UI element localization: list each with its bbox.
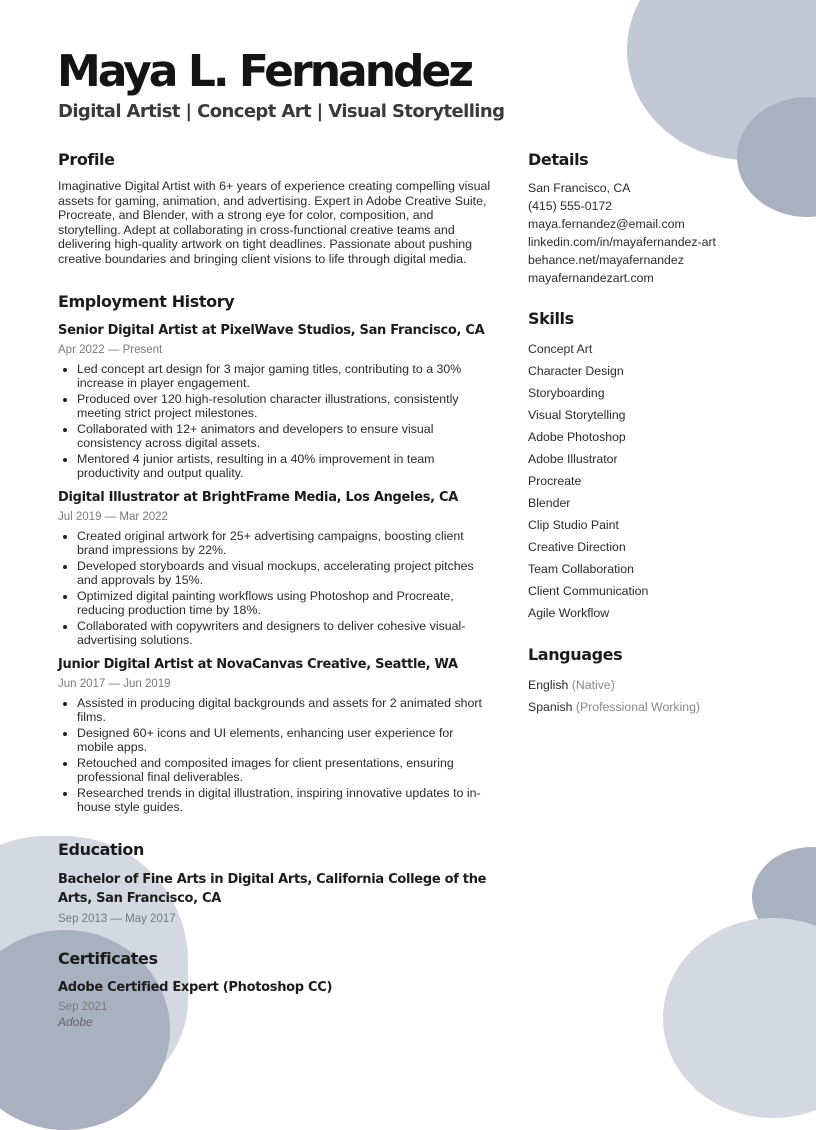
resume-name: Maya L. Fernandez [57, 46, 471, 97]
certificates-heading: Certificates [58, 948, 158, 968]
detail-website[interactable]: mayafernandezart.com [528, 271, 654, 285]
detail-phone: (415) 555-0172 [528, 199, 613, 213]
job-bullet: • Mentored 4 junior artists, resulting in a 40% improvement in team productivity and output quality. [77, 452, 492, 480]
job-title: Senior Digital Artist at PixelWave Studios, San Francisco, CA [58, 322, 485, 338]
education-degree: Bachelor of Fine Arts in Digital Arts, California College of the Arts, San Francisco, CA [58, 871, 487, 907]
language-level: (Native) [571, 678, 615, 692]
job-bullet: • Retouched and composited images for client presentations, ensuring professional final deliverables. [77, 756, 492, 784]
skill-item: Agile Workflow [528, 606, 610, 620]
skill-item: Adobe Photoshop [528, 430, 626, 444]
sidebar-column [528, 150, 768, 718]
profile-section [58, 150, 492, 267]
job-entry [58, 322, 492, 480]
certificate-issuer: Adobe [58, 1014, 93, 1029]
language-name: Spanish [528, 700, 573, 714]
main-column [58, 150, 492, 1029]
languages-heading: Languages [528, 645, 623, 664]
job-date: Jul 2019 — Mar 2022 [58, 510, 168, 523]
job-bullet: • Researched trends in digital illustration, inspiring innovative updates to in-house style guides. [77, 786, 492, 814]
languages-list [528, 674, 768, 718]
job-bullet: • Produced over 120 high-resolution character illustrations, consistently meeting strict project milestones. [77, 392, 492, 420]
education-date: Sep 2013 — May 2017 [58, 912, 176, 925]
details-heading: Details [528, 150, 589, 169]
job-bullet: • Created original artwork for 25+ advertising campaigns, boosting client brand impressions by 22%. [77, 529, 492, 557]
certificates-section [58, 949, 492, 1029]
education-section [58, 840, 492, 927]
skills-heading: Skills [528, 309, 574, 328]
language-item [528, 696, 768, 718]
job-bullets [58, 362, 492, 480]
job-bullet: • Collaborated with 12+ animators and developers to ensure visual consistency across digital assets. [77, 422, 492, 450]
detail-location: San Francisco, CA [528, 181, 631, 195]
profile-text: Imaginative Digital Artist with 6+ years of experience creating compelling visual assets for gaming, animation, and advertising. Expert in Adobe Creative Suite, Procreate, and Blender, with a strong eye for color, composition, and storytelling. Adept at collaborating in cross-functional creative teams and delivering high-quality artwork on tight deadlines. Passionate about pushing creative boundaries and bringing client visions to life through digital media. [58, 179, 491, 266]
details-list [528, 179, 768, 287]
skill-item: Character Design [528, 364, 624, 378]
education-heading: Education [58, 839, 144, 859]
skill-item: Team Collaboration [528, 562, 634, 576]
detail-linkedin[interactable]: linkedin.com/in/mayafernandez-art [528, 235, 716, 249]
job-bullet: • Designed 60+ icons and UI elements, enhancing user experience for mobile apps. [77, 726, 492, 754]
languages-section [528, 645, 768, 718]
job-date: Apr 2022 — Present [58, 343, 163, 356]
skills-list [528, 338, 768, 624]
skill-item: Concept Art [528, 342, 593, 356]
skill-item: Blender [528, 496, 571, 510]
job-entry [58, 489, 492, 647]
resume-subtitle: Digital Artist | Concept Art | Visual Storytelling [58, 101, 505, 122]
skill-item: Visual Storytelling [528, 408, 626, 422]
certificate-date: Sep 2021 [58, 1000, 108, 1013]
job-date: Jun 2017 — Jun 2019 [58, 677, 171, 690]
job-bullets [58, 696, 492, 814]
employment-heading: Employment History [58, 291, 235, 311]
skill-item: Clip Studio Paint [528, 518, 619, 532]
job-bullets [58, 529, 492, 647]
job-bullet: • Developed storyboards and visual mockups, accelerating project pitches and approvals by 15%. [77, 559, 492, 587]
job-entry [58, 656, 492, 814]
skill-item: Client Communication [528, 584, 649, 598]
job-bullet: • Collaborated with copywriters and designers to deliver cohesive visual-advertising solutions. [77, 619, 492, 647]
certificate-title: Adobe Certified Expert (Photoshop CC) [58, 979, 333, 995]
language-name: English [528, 678, 569, 692]
job-title: Junior Digital Artist at NovaCanvas Creative, Seattle, WA [58, 656, 458, 672]
details-section [528, 150, 768, 287]
skill-item: Storyboarding [528, 386, 605, 400]
job-bullet: • Optimized digital painting workflows using Photoshop and Procreate, reducing production time by 18%. [77, 589, 492, 617]
detail-email[interactable]: maya.fernandez@email.com [528, 217, 685, 231]
skill-item: Creative Direction [528, 540, 626, 554]
skill-item: Procreate [528, 474, 582, 488]
skills-section [528, 309, 768, 624]
employment-section [58, 292, 492, 814]
job-bullet: • Led concept art design for 3 major gaming titles, contributing to a 30% increase in player engagement. [77, 362, 492, 390]
profile-heading: Profile [58, 150, 115, 169]
language-item [528, 674, 768, 696]
job-title: Digital Illustrator at BrightFrame Media, Los Angeles, CA [58, 489, 459, 505]
job-bullet: • Assisted in producing digital backgrounds and assets for 2 animated short films. [77, 696, 492, 724]
language-level: (Professional Working) [575, 700, 701, 714]
detail-behance[interactable]: behance.net/mayafernandez [528, 253, 684, 267]
skill-item: Adobe Illustrator [528, 452, 618, 466]
